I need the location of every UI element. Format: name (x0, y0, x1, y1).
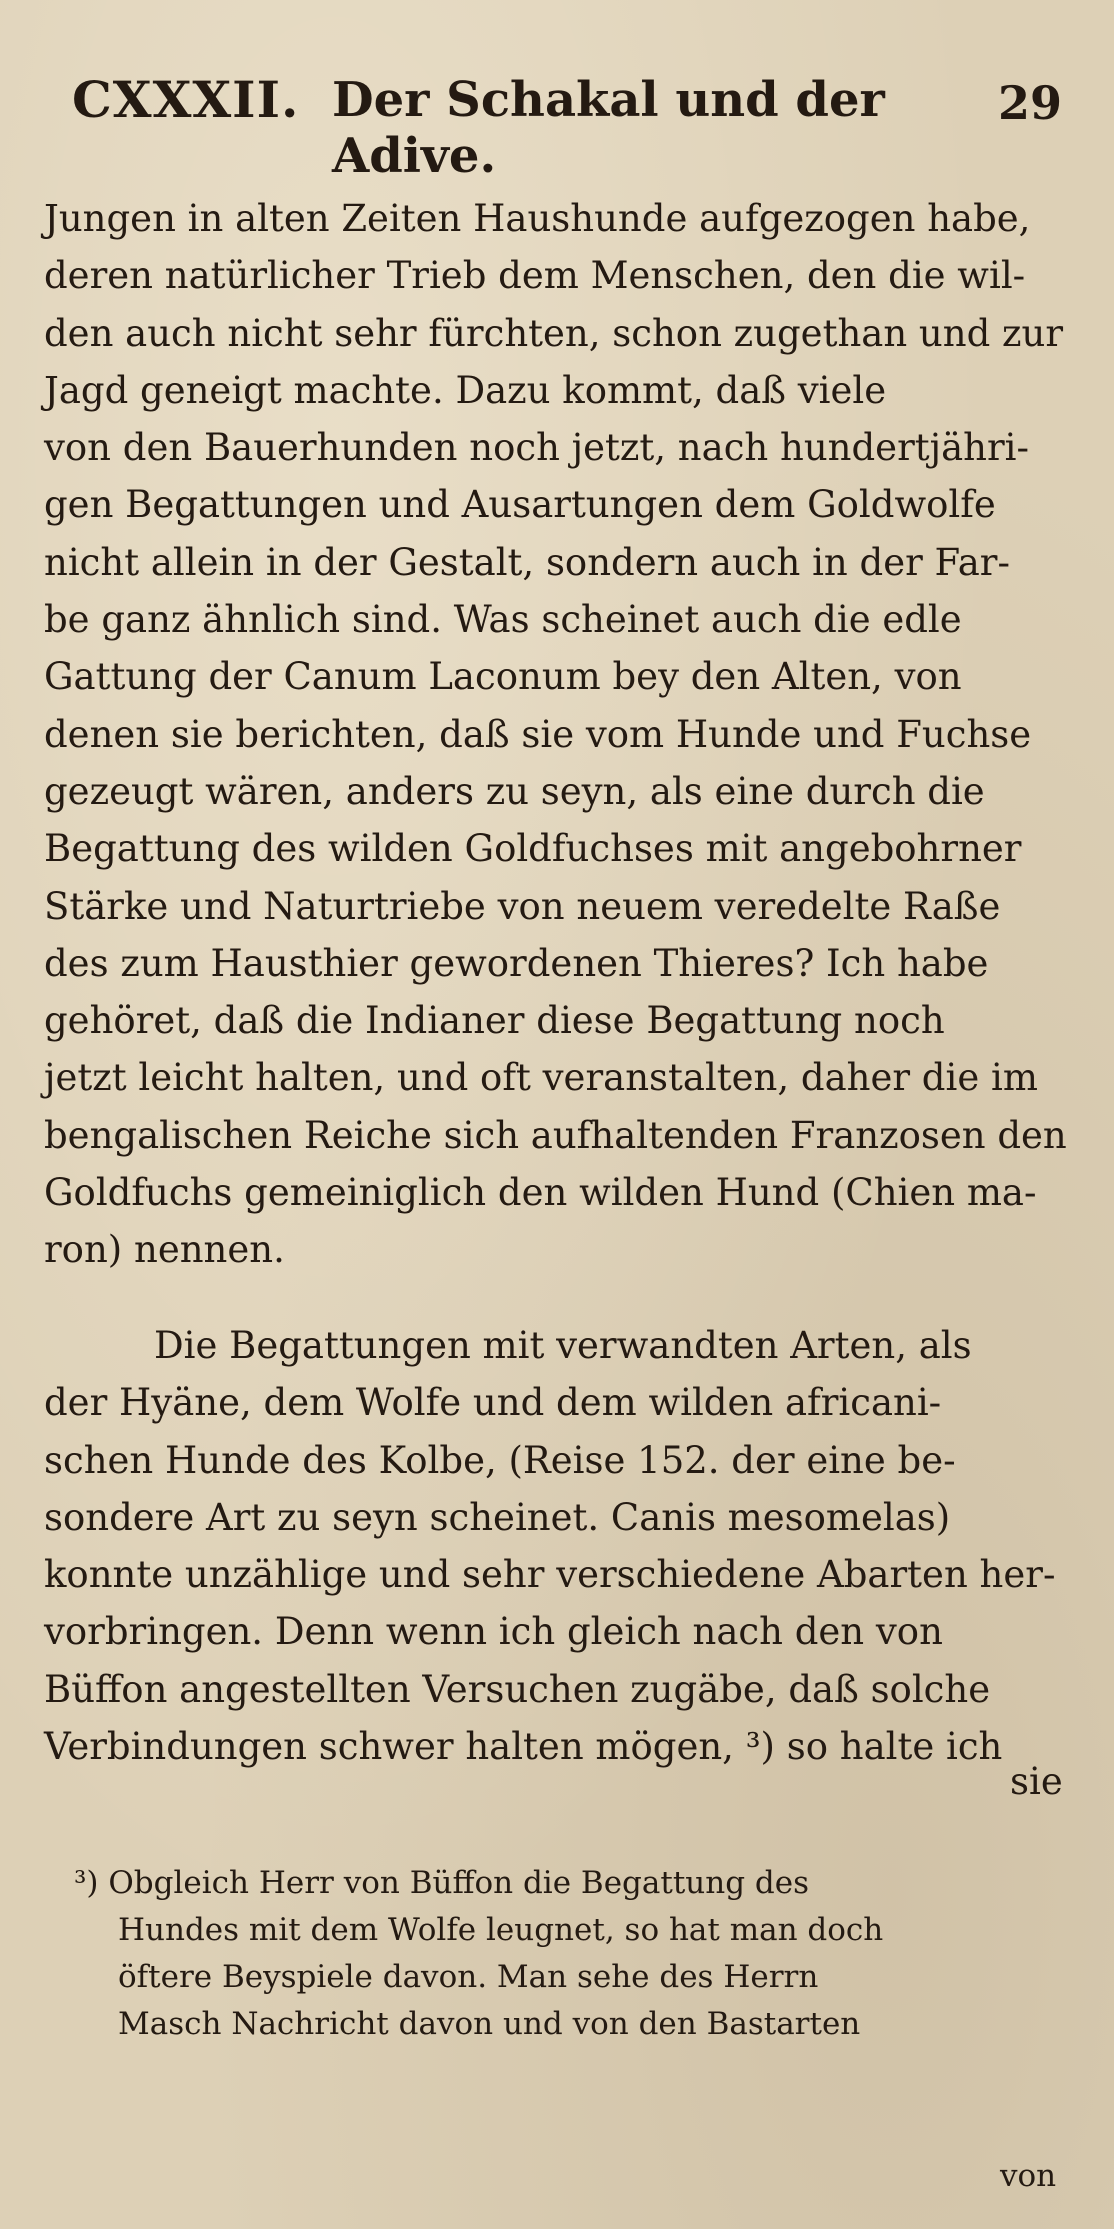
text-line: Gattung der Canum Laconum bey den Alten, von (44, 655, 962, 699)
text-line: gehöret, daß die Indianer diese Begattung noch (44, 999, 945, 1043)
text-line: Jagd geneigt machte. Dazu kommt, daß viele (44, 368, 887, 412)
text-line: gen Begattungen und Ausartungen dem Goldwolfe (44, 483, 996, 527)
text-line: des zum Hausthier gewordenen Thieres? Ich habe (44, 941, 989, 985)
text-line: vorbringen. Denn wenn ich gleich nach den von (44, 1610, 943, 1654)
text-line: Goldfuchs gemeiniglich den wilden Hund (Chien ma- (44, 1171, 1037, 1215)
text-line: Büffon angestellten Versuchen zugäbe, daß solche (44, 1667, 991, 1711)
text-line: von den Bauerhunden noch jetzt, nach hundertjähri- (44, 426, 1030, 470)
footnote-line: öftere Beyspiele davon. Man sehe des Herrn (118, 1959, 819, 1995)
chapter-title: Der Schakal und der Adive. (332, 72, 885, 184)
text-line: sondere Art zu seyn scheinet. Canis mesomelas) (44, 1495, 951, 1539)
text-line: be ganz ähnlich sind. Was scheinet auch die edle (44, 598, 962, 642)
footnote-line: Masch Nachricht davon und von den Bastarten (118, 2006, 861, 2042)
text-line: den auch nicht sehr fürchten, schon zugethan und zur (44, 311, 1064, 355)
text-line: schen Hunde des Kolbe, (Reise 152. der eine be- (44, 1438, 956, 1482)
text-line: der Hyäne, dem Wolfe und dem wilden africani- (44, 1381, 942, 1425)
text-line: deren natürlicher Trieb dem Menschen, den die wil- (44, 254, 1026, 298)
running-header (62, 70, 1062, 184)
paragraph-1 (44, 190, 1084, 1279)
footnote-line: Hundes mit dem Wolfe leugnet, so hat man doch (118, 1912, 884, 1948)
chapter-number: CXXXII. (72, 70, 300, 129)
catchword: sie (1010, 1760, 1063, 1803)
text-line: konnte unzählige und sehr verschiedene Abarten her- (44, 1553, 1056, 1597)
text-line: gezeugt wären, anders zu seyn, als eine durch die (44, 769, 985, 813)
footnote-catchword: von (1000, 2158, 1057, 2194)
page-number: 29 (997, 76, 1062, 130)
text-line: jetzt leicht halten, und oft veranstalten, daher die im (44, 1056, 1038, 1100)
text-line: Jungen in alten Zeiten Haushunde aufgezogen habe, (44, 197, 1031, 240)
text-line: Stärke und Naturtriebe von neuem veredelte Raße (44, 884, 1001, 928)
footnote (74, 1860, 1084, 2048)
text-line: bengalischen Reiche sich aufhaltenden Franzosen den (44, 1113, 1067, 1157)
text-line: Die Begattungen mit verwandten Arten, als (154, 1324, 972, 1367)
text-line: nicht allein in der Gestalt, sondern auch in der Far- (44, 540, 1010, 584)
text-line: Verbindungen schwer halten mögen, ³) so halte ich (44, 1725, 1003, 1769)
text-line: Begattung des wilden Goldfuchses mit angebohrner (44, 827, 1022, 871)
text-line: ron) nennen. (44, 1228, 285, 1272)
paragraph-2 (44, 1317, 1084, 1775)
text-line: denen sie berichten, daß sie vom Hunde und Fuchse (44, 712, 1032, 756)
footnote-line: ³) Obgleich Herr von Büffon die Begattung des (74, 1865, 810, 1901)
